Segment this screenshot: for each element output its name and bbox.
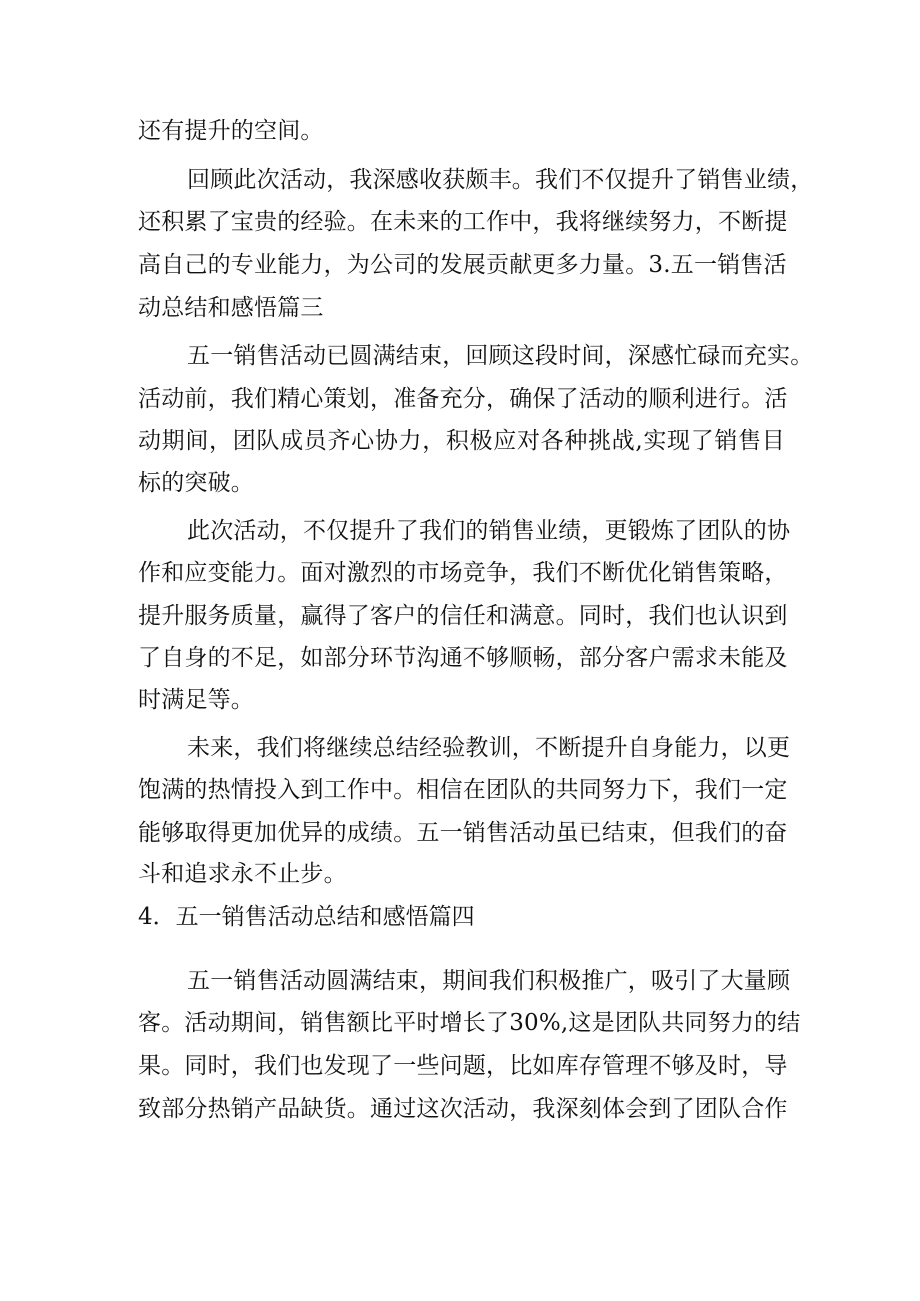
paragraph-line: 作和应变能力。面对激烈的市场竞争，我们不断优化销售策略， bbox=[138, 560, 788, 586]
paragraph-line: 回顾此次活动，我深感收获颇丰。我们不仅提升了销售业绩， bbox=[187, 167, 814, 193]
paragraph-line: 客。活动期间，销售额比平时增长了30%,这是团队共同努力的结 bbox=[138, 1010, 801, 1036]
paragraph-line: 高自己的专业能力，为公司的发展贡献更多力量。3.五一销售活 bbox=[138, 252, 787, 278]
paragraph-line: 还有提升的空间。 bbox=[138, 118, 324, 144]
paragraph-line: 还积累了宝贵的经验。在未来的工作中，我将继续努力，不断提 bbox=[138, 209, 788, 235]
paragraph-line: 能够取得更加优异的成绩。五一销售活动虽已结束，但我们的奋 bbox=[138, 820, 788, 846]
paragraph-line: 果。同时，我们也发现了一些问题，比如库存管理不够及时，导 bbox=[138, 1053, 788, 1079]
paragraph-line: 此次活动，不仅提升了我们的销售业绩，更锻炼了团队的协 bbox=[187, 518, 791, 544]
paragraph-line: 提升服务质量，赢得了客户的信任和满意。同时，我们也认识到 bbox=[138, 603, 788, 629]
paragraph-line: 未来，我们将继续总结经验教训，不断提升自身能力，以更 bbox=[187, 735, 791, 761]
paragraph-line: 标的突破。 bbox=[138, 470, 254, 496]
paragraph-line: 饱满的热情投入到工作中。相信在团队的共同努力下，我们一定 bbox=[138, 777, 788, 803]
paragraph-line: 时满足等。 bbox=[138, 687, 254, 713]
paragraph-line: 斗和追求永不止步。 bbox=[138, 861, 347, 887]
paragraph-line: 活动前，我们精心策划，准备充分，确保了活动的顺利进行。活 bbox=[138, 386, 788, 412]
paragraph-line: 五一销售活动圆满结束，期间我们积极推广，吸引了大量顾 bbox=[187, 968, 791, 994]
paragraph-line: 了自身的不足，如部分环节沟通不够顺畅，部分客户需求未能及 bbox=[138, 645, 788, 671]
section-heading: 4．五一销售活动总结和感悟篇四 bbox=[138, 904, 475, 930]
paragraph-line: 致部分热销产品缺货。通过这次活动，我深刻体会到了团队合作 bbox=[138, 1096, 788, 1122]
paragraph-line: 动期间，团队成员齐心协力，积极应对各种挑战,实现了销售目 bbox=[138, 428, 785, 454]
paragraph-line: 五一销售活动已圆满结束，回顾这段时间，深感忙碌而充实。 bbox=[187, 343, 814, 369]
paragraph-line: 动总结和感悟篇三 bbox=[138, 295, 324, 321]
